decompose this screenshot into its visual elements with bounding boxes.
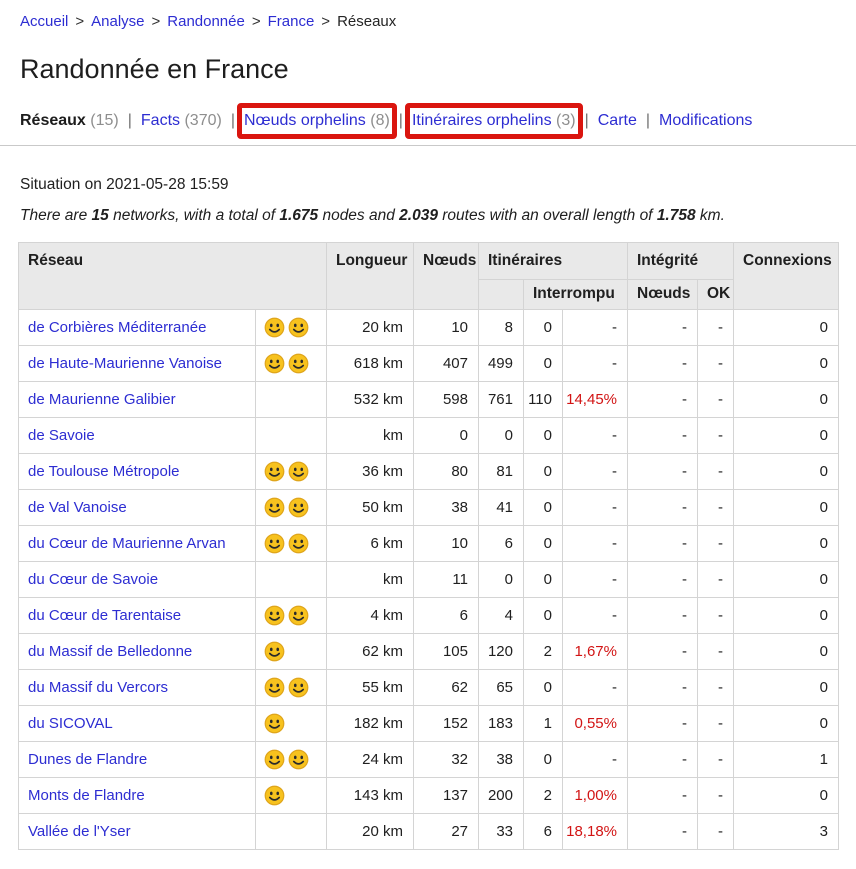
tab-separator: | xyxy=(230,112,235,129)
smiley-icon xyxy=(264,677,285,698)
interrompu-pct-cell: 14,45% xyxy=(563,382,628,418)
longueur-cell: 20 km xyxy=(327,814,414,850)
table-row xyxy=(19,382,839,418)
tab-label[interactable]: Facts xyxy=(140,112,181,129)
longueur-cell: 4 km xyxy=(327,598,414,634)
connexions-cell: 0 xyxy=(734,346,839,382)
network-name-cell xyxy=(19,526,256,562)
network-link[interactable]: de Corbières Méditerranée xyxy=(28,319,207,336)
table-row xyxy=(19,310,839,346)
integrite-noeuds-cell: - xyxy=(628,346,698,382)
integrite-ok-cell: - xyxy=(698,670,734,706)
interrompu-cell: 6 xyxy=(524,814,563,850)
network-link[interactable]: du SICOVAL xyxy=(28,715,113,732)
connexions-cell: 0 xyxy=(734,706,839,742)
tab-label[interactable]: Itinéraires orphelins xyxy=(411,112,552,129)
breadcrumb-separator: > xyxy=(151,13,161,30)
connexions-cell: 0 xyxy=(734,454,839,490)
col-header-itineraires: Itinéraires xyxy=(479,243,628,280)
tab-separator: | xyxy=(584,112,589,129)
noeuds-cell: 105 xyxy=(414,634,479,670)
interrompu-cell: 1 xyxy=(524,706,563,742)
tab-separator: | xyxy=(645,112,651,129)
itineraires-cell: 0 xyxy=(479,562,524,598)
itineraires-cell: 499 xyxy=(479,346,524,382)
summary-segment: routes with an overall length of xyxy=(437,207,657,224)
table-row xyxy=(19,706,839,742)
situation-text: Situation on 2021-05-28 15:59 xyxy=(20,176,229,193)
smiley-cell xyxy=(256,814,327,850)
summary-number: 1.758 xyxy=(656,207,696,224)
noeuds-cell: 598 xyxy=(414,382,479,418)
itineraires-cell: 120 xyxy=(479,634,524,670)
interrompu-pct-cell: 1,00% xyxy=(563,778,628,814)
integrite-noeuds-cell: - xyxy=(628,706,698,742)
summary-number: 2.039 xyxy=(399,207,438,224)
noeuds-cell: 10 xyxy=(414,310,479,346)
integrite-ok-cell: - xyxy=(698,778,734,814)
interrompu-pct-cell: 1,67% xyxy=(563,634,628,670)
noeuds-cell: 6 xyxy=(414,598,479,634)
col-header-integrite: Intégrité xyxy=(628,243,734,280)
integrite-noeuds-cell: - xyxy=(628,670,698,706)
connexions-cell: 0 xyxy=(734,490,839,526)
interrompu-pct-cell: - xyxy=(563,598,628,634)
tab-count: (3) xyxy=(551,112,576,129)
networks-table xyxy=(18,242,839,850)
smiley-icon xyxy=(288,677,309,698)
network-link[interactable]: du Massif du Vercors xyxy=(28,679,169,696)
connexions-cell: 0 xyxy=(734,670,839,706)
breadcrumb xyxy=(0,0,856,32)
summary-text xyxy=(20,206,836,225)
smiley-icon xyxy=(288,353,309,374)
noeuds-cell: 407 xyxy=(414,346,479,382)
tab-count: (370) xyxy=(180,112,222,129)
table-row xyxy=(19,814,839,850)
interrompu-cell: 0 xyxy=(524,562,563,598)
integrite-noeuds-cell: - xyxy=(628,742,698,778)
breadcrumb-separator: > xyxy=(321,13,331,30)
connexions-cell: 0 xyxy=(734,418,839,454)
col-header-reseau: Réseau xyxy=(19,243,327,310)
longueur-cell: 532 km xyxy=(327,382,414,418)
interrompu-cell: 0 xyxy=(524,598,563,634)
table-row xyxy=(19,598,839,634)
interrompu-cell: 110 xyxy=(524,382,563,418)
integrite-ok-cell: - xyxy=(698,598,734,634)
smiley-cell xyxy=(256,778,327,814)
network-link[interactable]: de Maurienne Galibier xyxy=(28,391,176,408)
network-name-cell xyxy=(19,454,256,490)
integrite-ok-cell: - xyxy=(698,742,734,778)
summary-segment: networks, with a total of xyxy=(108,207,280,224)
itineraires-cell: 65 xyxy=(479,670,524,706)
integrite-noeuds-cell: - xyxy=(628,310,698,346)
integrite-noeuds-cell: - xyxy=(628,562,698,598)
longueur-cell: 24 km xyxy=(327,742,414,778)
tab-modifications xyxy=(659,111,752,131)
integrite-ok-cell: - xyxy=(698,634,734,670)
breadcrumb-separator: > xyxy=(75,13,85,30)
tabs xyxy=(20,111,836,131)
interrompu-pct-cell: - xyxy=(563,562,628,598)
table-row xyxy=(19,562,839,598)
integrite-ok-cell: - xyxy=(698,706,734,742)
interrompu-pct-cell: - xyxy=(563,310,628,346)
interrompu-cell: 0 xyxy=(524,526,563,562)
interrompu-cell: 0 xyxy=(524,490,563,526)
network-link[interactable]: Vallée de l'Yser xyxy=(28,823,131,840)
smiley-icon xyxy=(288,317,309,338)
smiley-cell xyxy=(256,490,327,526)
network-link[interactable]: de Toulouse Métropole xyxy=(28,463,180,480)
itineraires-cell: 183 xyxy=(479,706,524,742)
tab-separator: | xyxy=(398,112,403,129)
breadcrumb-item-analyse[interactable]: Analyse xyxy=(91,13,145,30)
itineraires-cell: 761 xyxy=(479,382,524,418)
smiley-cell xyxy=(256,670,327,706)
smiley-cell xyxy=(256,706,327,742)
network-name-cell xyxy=(19,310,256,346)
integrite-ok-cell: - xyxy=(698,346,734,382)
tab-facts xyxy=(141,111,222,131)
smiley-icon xyxy=(264,605,285,626)
interrompu-cell: 0 xyxy=(524,346,563,382)
interrompu-cell: 2 xyxy=(524,778,563,814)
noeuds-cell: 137 xyxy=(414,778,479,814)
connexions-cell: 0 xyxy=(734,310,839,346)
integrite-noeuds-cell: - xyxy=(628,634,698,670)
tab-label[interactable]: Modifications xyxy=(659,112,753,129)
smiley-icon xyxy=(264,713,285,734)
network-name-cell xyxy=(19,382,256,418)
integrite-noeuds-cell: - xyxy=(628,382,698,418)
summary-number: 1.675 xyxy=(279,207,319,224)
longueur-cell: 62 km xyxy=(327,634,414,670)
breadcrumb-item-france[interactable]: France xyxy=(267,13,315,30)
integrite-ok-cell: - xyxy=(698,418,734,454)
network-name-cell xyxy=(19,634,256,670)
smiley-icon xyxy=(264,641,285,662)
integrite-ok-cell: - xyxy=(698,310,734,346)
table-row xyxy=(19,742,839,778)
longueur-cell: 143 km xyxy=(327,778,414,814)
table-row xyxy=(19,346,839,382)
longueur-cell: 55 km xyxy=(327,670,414,706)
itineraires-cell: 38 xyxy=(479,742,524,778)
smiley-icon xyxy=(288,605,309,626)
table-row xyxy=(19,634,839,670)
network-link[interactable]: du Cœur de Tarentaise xyxy=(28,607,182,624)
itineraires-cell: 0 xyxy=(479,418,524,454)
col-header-itineraires-spacer xyxy=(479,280,524,310)
network-name-cell xyxy=(19,418,256,454)
smiley-cell xyxy=(256,310,327,346)
network-link[interactable]: de Val Vanoise xyxy=(28,499,127,516)
integrite-noeuds-cell: - xyxy=(628,454,698,490)
connexions-cell: 0 xyxy=(734,778,839,814)
smiley-icon xyxy=(264,497,285,518)
noeuds-cell: 62 xyxy=(414,670,479,706)
smiley-icon xyxy=(288,533,309,554)
tab-carte xyxy=(598,111,637,131)
tab-reseaux xyxy=(20,111,119,131)
smiley-icon xyxy=(264,749,285,770)
interrompu-cell: 0 xyxy=(524,418,563,454)
smiley-cell xyxy=(256,742,327,778)
interrompu-pct-cell: - xyxy=(563,418,628,454)
network-name-cell xyxy=(19,742,256,778)
integrite-noeuds-cell: - xyxy=(628,418,698,454)
noeuds-cell: 0 xyxy=(414,418,479,454)
smiley-icon xyxy=(264,785,285,806)
table-row xyxy=(19,526,839,562)
smiley-icon xyxy=(288,749,309,770)
network-link[interactable]: Monts de Flandre xyxy=(28,787,145,804)
col-header-longueur: Longueur xyxy=(327,243,414,310)
tabs-divider xyxy=(0,145,856,146)
page-title: Randonnée en France xyxy=(20,54,289,84)
integrite-noeuds-cell: - xyxy=(628,814,698,850)
interrompu-cell: 0 xyxy=(524,454,563,490)
connexions-cell: 3 xyxy=(734,814,839,850)
interrompu-cell: 0 xyxy=(524,742,563,778)
table-row xyxy=(19,418,839,454)
interrompu-cell: 0 xyxy=(524,310,563,346)
interrompu-pct-cell: - xyxy=(563,454,628,490)
col-header-interrompu: Interrompu xyxy=(524,280,628,310)
summary-segment: nodes and xyxy=(318,207,400,224)
smiley-icon xyxy=(264,353,285,374)
longueur-cell: 618 km xyxy=(327,346,414,382)
network-name-cell xyxy=(19,670,256,706)
network-link[interactable]: de Savoie xyxy=(28,427,95,444)
integrite-ok-cell: - xyxy=(698,454,734,490)
smiley-cell xyxy=(256,454,327,490)
smiley-cell xyxy=(256,526,327,562)
itineraires-cell: 33 xyxy=(479,814,524,850)
tab-itineraires-orphelins xyxy=(412,111,576,131)
integrite-ok-cell: - xyxy=(698,490,734,526)
longueur-cell: km xyxy=(327,418,414,454)
interrompu-pct-cell: 0,55% xyxy=(563,706,628,742)
table-row xyxy=(19,778,839,814)
smiley-cell xyxy=(256,418,327,454)
noeuds-cell: 152 xyxy=(414,706,479,742)
longueur-cell: 182 km xyxy=(327,706,414,742)
table-body xyxy=(19,310,839,850)
smiley-icon xyxy=(288,461,309,482)
smiley-cell xyxy=(256,598,327,634)
tab-label[interactable]: Nœuds orphelins xyxy=(243,112,366,129)
table-row xyxy=(19,670,839,706)
tab-count: (15) xyxy=(85,112,119,129)
interrompu-cell: 0 xyxy=(524,670,563,706)
col-header-noeuds: Nœuds xyxy=(414,243,479,310)
tabs-bar xyxy=(20,111,836,131)
breadcrumb-item-reseaux: Réseaux xyxy=(337,13,397,30)
itineraires-cell: 8 xyxy=(479,310,524,346)
connexions-cell: 1 xyxy=(734,742,839,778)
itineraires-cell: 4 xyxy=(479,598,524,634)
connexions-cell: 0 xyxy=(734,598,839,634)
connexions-cell: 0 xyxy=(734,526,839,562)
smiley-cell xyxy=(256,634,327,670)
smiley-icon xyxy=(288,497,309,518)
interrompu-pct-cell: - xyxy=(563,742,628,778)
integrite-noeuds-cell: - xyxy=(628,526,698,562)
col-header-connexions: Connexions xyxy=(734,243,839,310)
integrite-noeuds-cell: - xyxy=(628,490,698,526)
connexions-cell: 0 xyxy=(734,634,839,670)
breadcrumb-item-randonnee[interactable]: Randonnée xyxy=(167,13,245,30)
tab-label[interactable]: Carte xyxy=(597,112,637,129)
network-name-cell xyxy=(19,490,256,526)
smiley-icon xyxy=(264,461,285,482)
integrite-noeuds-cell: - xyxy=(628,778,698,814)
summary-segment: There are xyxy=(20,207,92,224)
col-header-integrite-ok: OK xyxy=(698,280,734,310)
integrite-ok-cell: - xyxy=(698,382,734,418)
network-link[interactable]: du Massif de Belledonne xyxy=(28,643,193,660)
noeuds-cell: 27 xyxy=(414,814,479,850)
col-header-integrite-noeuds: Nœuds xyxy=(628,280,698,310)
network-name-cell xyxy=(19,814,256,850)
noeuds-cell: 38 xyxy=(414,490,479,526)
smiley-icon xyxy=(264,533,285,554)
itineraires-cell: 200 xyxy=(479,778,524,814)
interrompu-pct-cell: - xyxy=(563,526,628,562)
itineraires-cell: 81 xyxy=(479,454,524,490)
smiley-icon xyxy=(264,317,285,338)
interrompu-pct-cell: - xyxy=(563,346,628,382)
itineraires-cell: 6 xyxy=(479,526,524,562)
noeuds-cell: 80 xyxy=(414,454,479,490)
breadcrumb-separator: > xyxy=(251,13,261,30)
tab-count: (8) xyxy=(365,112,390,129)
network-name-cell xyxy=(19,598,256,634)
network-name-cell xyxy=(19,562,256,598)
longueur-cell: 6 km xyxy=(327,526,414,562)
network-name-cell xyxy=(19,346,256,382)
network-link[interactable]: de Haute-Maurienne Vanoise xyxy=(28,355,223,372)
integrite-ok-cell: - xyxy=(698,526,734,562)
network-name-cell xyxy=(19,778,256,814)
longueur-cell: km xyxy=(327,562,414,598)
connexions-cell: 0 xyxy=(734,382,839,418)
summary-number: 15 xyxy=(91,207,109,224)
table-row xyxy=(19,454,839,490)
network-link[interactable]: du Cœur de Savoie xyxy=(28,571,159,588)
integrite-ok-cell: - xyxy=(698,814,734,850)
tab-n-uds-orphelins xyxy=(244,111,390,131)
breadcrumb-item-accueil[interactable]: Accueil xyxy=(20,13,69,30)
tab-separator: | xyxy=(127,112,132,129)
network-link[interactable]: Dunes de Flandre xyxy=(28,751,148,768)
longueur-cell: 50 km xyxy=(327,490,414,526)
summary-segment: km. xyxy=(695,207,725,224)
smiley-cell xyxy=(256,382,327,418)
itineraires-cell: 41 xyxy=(479,490,524,526)
longueur-cell: 20 km xyxy=(327,310,414,346)
noeuds-cell: 10 xyxy=(414,526,479,562)
integrite-noeuds-cell: - xyxy=(628,598,698,634)
noeuds-cell: 32 xyxy=(414,742,479,778)
tab-label[interactable]: Réseaux xyxy=(20,112,86,129)
noeuds-cell: 11 xyxy=(414,562,479,598)
network-name-cell xyxy=(19,706,256,742)
interrompu-pct-cell: 18,18% xyxy=(563,814,628,850)
smiley-cell xyxy=(256,346,327,382)
table-row xyxy=(19,490,839,526)
network-link[interactable]: du Cœur de Maurienne Arvan xyxy=(28,535,226,552)
interrompu-cell: 2 xyxy=(524,634,563,670)
smiley-cell xyxy=(256,562,327,598)
interrompu-pct-cell: - xyxy=(563,670,628,706)
integrite-ok-cell: - xyxy=(698,562,734,598)
connexions-cell: 0 xyxy=(734,562,839,598)
interrompu-pct-cell: - xyxy=(563,490,628,526)
longueur-cell: 36 km xyxy=(327,454,414,490)
